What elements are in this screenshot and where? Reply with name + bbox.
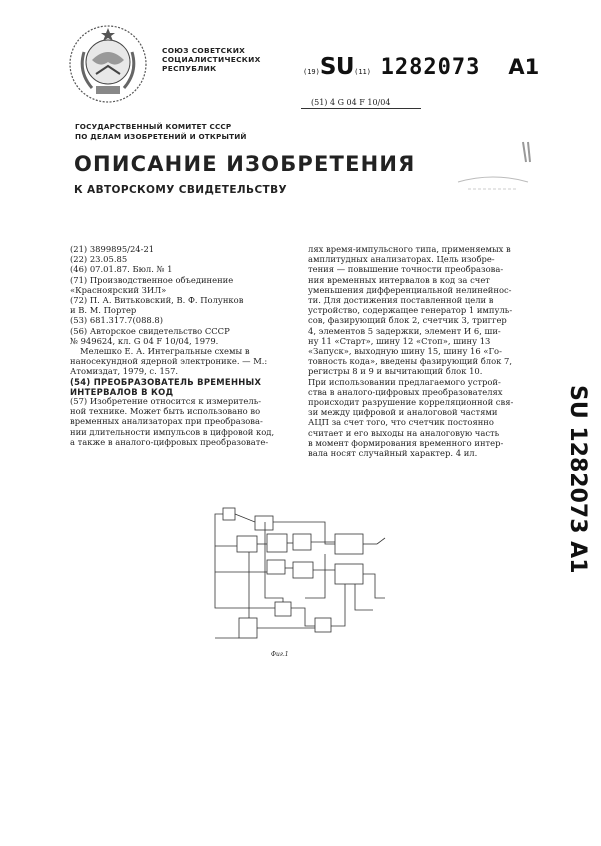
abstract-line: зи между цифровой и аналоговой частями <box>308 407 498 418</box>
side-patent-number <box>541 385 590 675</box>
abstract-line: уменьшения дифференциальной нелинейнос- <box>308 284 512 295</box>
invention-title-line: ИНТЕРВАЛОВ В КОД <box>70 386 174 397</box>
abstract-line: ния временных интервалов в код за счет <box>308 274 490 285</box>
abstract-line: «Запуск», выходную шину 15, шину 16 «Го- <box>308 346 502 357</box>
abstract-line: 4, элементов 5 задержки, элемент И 6, ши- <box>308 325 501 336</box>
country-org-block <box>162 46 261 73</box>
biblio-line: (22) 23.05.85 <box>70 254 128 265</box>
bibliographic-data <box>70 244 302 397</box>
invention-title-line: (54) ПРЕОБРАЗОВАТЕЛЬ ВРЕМЕННЫХ <box>70 376 262 387</box>
abstract-line: ства в аналого-цифровых преобразователях <box>308 386 503 397</box>
abstract-line: временных анализаторах при преобразова- <box>70 416 263 427</box>
abstract-line: устройство, содержащее генератор 1 импуль- <box>308 305 513 316</box>
committee-line-1: ГОСУДАРСТВЕННЫЙ КОМИТЕТ СССР <box>75 122 232 131</box>
org-line-3: РЕСПУБЛИК <box>162 64 217 73</box>
abstract-right <box>308 244 540 458</box>
biblio-line: наносекундной ядерной электронике. — М.: <box>70 356 268 367</box>
abstract-line: а также в аналого-цифровых преобразовате- <box>70 436 269 447</box>
abstract-line: регистры 8 и 9 и вычитающий блок 10. <box>308 366 483 377</box>
biblio-line: (72) П. А. Витьковский, В. Ф. Полунков <box>70 295 244 306</box>
abstract-line: происходит разрушение корреляционной свя- <box>308 397 514 408</box>
org-line-2: СОЦИАЛИСТИЧЕСКИХ <box>162 55 261 64</box>
abstract-line: нии длительности импульсов в цифровой код, <box>70 426 275 437</box>
side-number-text: SU 1282073 A1 <box>565 385 590 574</box>
library-stamp <box>448 137 538 197</box>
publication-number <box>303 54 539 80</box>
abstract-line: При использовании предлагаемого устрой- <box>308 376 501 387</box>
ipc-class: (51) 4 G 04 F 10/04 <box>311 98 391 107</box>
biblio-line: Атомиздат, 1979, с. 157. <box>70 366 179 377</box>
figure-caption: Фиг.1 <box>271 651 289 658</box>
biblio-line: и В. М. Портер <box>70 305 137 316</box>
abstract-line: АЦП за счет того, что счетчик постоянно <box>308 417 494 428</box>
abstract-line: тения — повышение точности преобразова- <box>308 264 504 275</box>
abstract-line: (57) Изобретение относится к измеритель- <box>70 396 262 406</box>
biblio-line: (46) 07.01.87. Бюл. № 1 <box>70 264 173 275</box>
abstract-line: ной технике. Может быть использовано во <box>70 406 261 417</box>
document-title: ОПИСАНИЕ ИЗОБРЕТЕНИЯ <box>74 152 416 176</box>
abstract-line: сов, фазирующий блок 2, счетчик 3, триггер <box>308 315 507 326</box>
circuit-diagram <box>205 498 405 658</box>
biblio-line: (56) Авторское свидетельство СССР <box>70 325 230 336</box>
abstract-line: лях время-импульсного типа, применяемых в <box>308 244 511 254</box>
kind-code: A1 <box>508 55 540 79</box>
biblio-line: (21) 3899895/24-21 <box>70 244 155 254</box>
biblio-line: Мелешко Е. А. Интегральные схемы в <box>80 346 250 357</box>
biblio-line: (71) Производственное объединение <box>70 274 234 285</box>
committee-line-2: ПО ДЕЛАМ ИЗОБРЕТЕНИЙ И ОТКРЫТИЙ <box>75 132 247 141</box>
abstract-line: вала носят случайный характер. 4 ил. <box>308 448 478 459</box>
divider <box>301 108 421 109</box>
abstract-line: амплитудных анализаторах. Цель изобре- <box>308 254 495 265</box>
biblio-line: № 949624, кл. G 04 F 10/04, 1979. <box>70 335 219 346</box>
committee-block <box>75 122 247 142</box>
org-line-1: СОЮЗ СОВЕТСКИХ <box>162 46 246 55</box>
code-11: (11) <box>354 68 371 76</box>
ussr-emblem <box>66 22 150 106</box>
abstract-line: считает и его выходы на аналоговую часть <box>308 427 500 438</box>
abstract-left <box>70 396 300 447</box>
country-code: SU <box>319 54 355 80</box>
code-19: (19) <box>303 68 320 76</box>
document-subtitle: К АВТОРСКОМУ СВИДЕТЕЛЬСТВУ <box>74 184 288 196</box>
abstract-line: товность кода», введены фазирующий блок 7, <box>308 356 513 367</box>
abstract-line: ти. Для достижения поставленной цели в <box>308 295 494 306</box>
patent-number: 1282073 <box>380 55 481 80</box>
biblio-line: «Красноярский ЗИЛ» <box>70 284 167 295</box>
abstract-line: ну 11 «Старт», шину 12 «Стоп», шину 13 <box>308 335 491 346</box>
abstract-line: в момент формирования временного интер- <box>308 437 504 448</box>
biblio-line: (53) 681.317.7(088.8) <box>70 315 163 326</box>
